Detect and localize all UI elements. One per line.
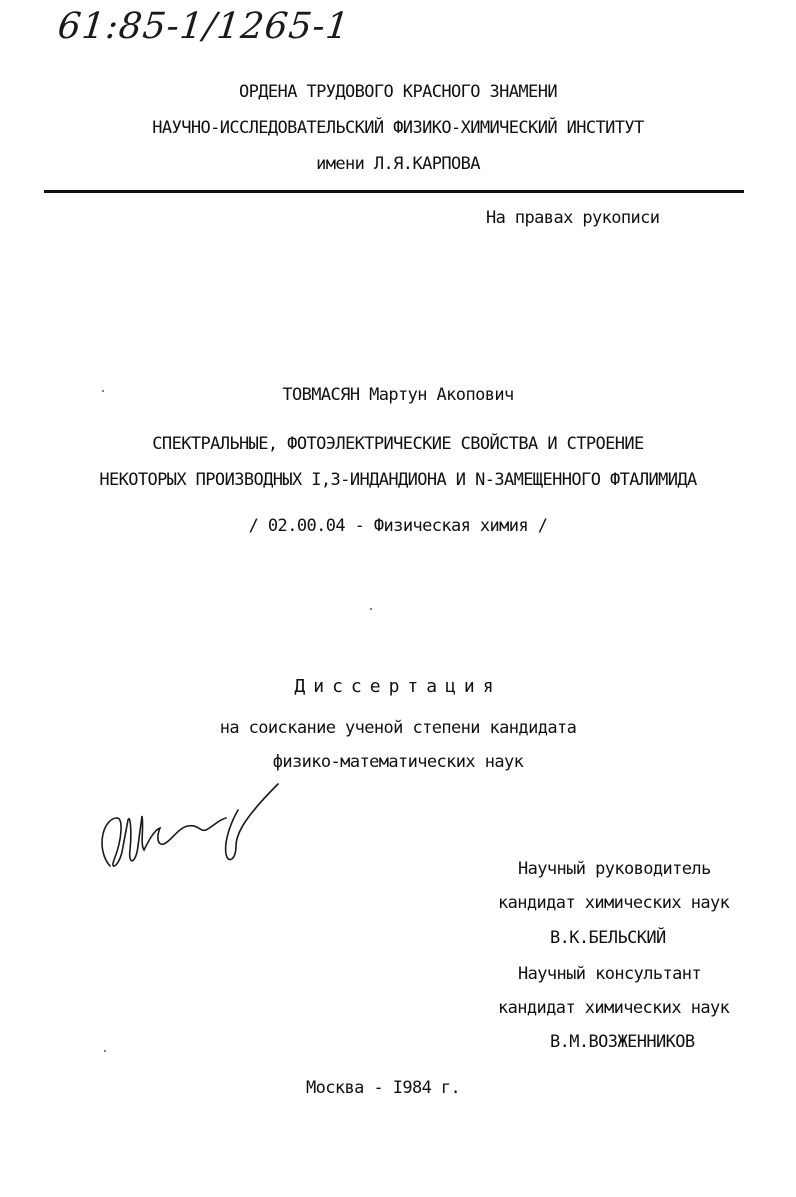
header-line-1: ОРДЕНА ТРУДОВОГО КРАСНОГО ЗНАМЕНИ xyxy=(239,82,557,102)
specialty-code: / 02.00.04 - Физическая химия / xyxy=(248,516,548,536)
dissertation-line-2: физико-математических наук xyxy=(272,752,524,772)
scan-speck xyxy=(370,608,372,610)
author-name: ТОВМАСЯН Мартун Акопович xyxy=(282,385,514,405)
archive-code-handwritten: 61:85-1/1265-1 xyxy=(55,6,352,47)
scan-speck xyxy=(104,1050,106,1052)
advisor-name: В.К.БЕЛЬСКИЙ xyxy=(550,928,666,948)
dissertation-line-1: на соискание ученой степени кандидата xyxy=(219,718,577,738)
manuscript-note: На правах рукописи xyxy=(486,208,660,228)
advisor-role: Научный руководитель xyxy=(518,859,711,879)
dissertation-heading: Диссертация xyxy=(294,676,502,697)
title-line-1: СПЕКТРАЛЬНЫЕ, ФОТОЭЛЕКТРИЧЕСКИЕ СВОЙСТВА И СТРОЕНИЕ xyxy=(152,434,644,454)
consultant-name: В.М.ВОЗЖЕННИКОВ xyxy=(550,1032,695,1052)
header-line-3: имени Л.Я.КАРПОВА xyxy=(316,154,480,174)
consultant-degree: кандидат химических наук xyxy=(498,998,730,1018)
title-line-2: НЕКОТОРЫХ ПРОИЗВОДНЫХ I,3-ИНДАНДИОНА И N-ЗАМЕЩЕННОГО ФТАЛИМИДА xyxy=(99,470,697,490)
consultant-role: Научный консультант xyxy=(518,964,702,984)
footer-city-year: Москва - I984 г. xyxy=(306,1078,461,1098)
header-divider xyxy=(44,190,744,193)
author-signature xyxy=(88,780,288,880)
advisor-degree: кандидат химических наук xyxy=(498,893,730,913)
header-line-2: НАУЧНО-ИССЛЕДОВАТЕЛЬСКИЙ ФИЗИКО-ХИМИЧЕСКИЙ ИНСТИТУТ xyxy=(152,118,644,138)
